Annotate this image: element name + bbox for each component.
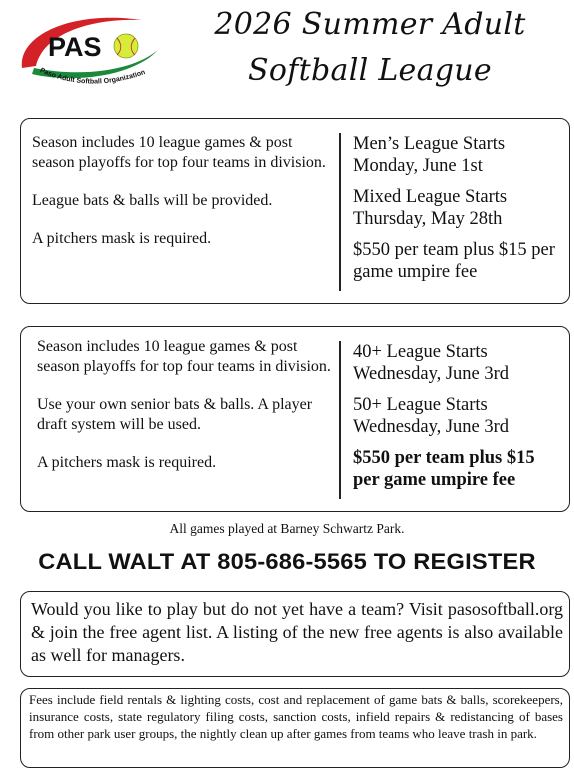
mixed-league-start: Mixed League Starts Thursday, May 28th	[353, 187, 508, 229]
page-title-line1: 2026 Summer Adult	[214, 7, 526, 42]
forty-plus-league-start: 40+ League Starts Wednesday, June 3rd	[353, 342, 510, 384]
mask-note: A pitchers mask is required.	[37, 454, 217, 471]
fifty-plus-league-start: 50+ League Starts Wednesday, June 3rd	[353, 395, 510, 437]
fees-box	[20, 688, 570, 768]
mask-note: A pitchers mask is required.	[32, 230, 212, 247]
register-call-to-action: CALL WALT AT 805-686-5565 TO REGISTER	[38, 549, 536, 574]
fee-note: $550 per team plus $15 per game umpire fee	[353, 240, 555, 282]
divider	[339, 341, 341, 499]
divider	[339, 133, 341, 291]
equipment-note: League bats & balls will be provided.	[32, 192, 273, 209]
season-description: Season includes 10 league games & post season playoffs for top four teams in division.	[32, 134, 326, 171]
equipment-note: Use your own senior bats & balls. A player draft system will be used.	[37, 396, 313, 433]
mens-league-start: Men’s League Starts Monday, June 1st	[353, 134, 506, 176]
park-note: All games played at Barney Schwartz Park.	[169, 521, 405, 536]
free-agent-box	[20, 591, 570, 677]
league-info-box-2	[20, 326, 570, 512]
fees-text: Fees include field rentals & lighting costs, cost and replacement of game bats & balls, scorekeepers, insurance costs, state regulatory filing costs, sanction costs, infield repairs & redistancing of bases from other park user groups, the nightly clean up after games from teams who leave trash in park.	[29, 692, 563, 741]
paso-logo	[14, 6, 164, 96]
page-title-line2: Softball League	[248, 53, 492, 88]
free-agent-text: Would you like to play but do not yet have a team? Visit pasosoftball.org & join the free agent list. A listing of the new free agents is also available as well for managers.	[31, 599, 563, 665]
logo-org-name: Paso Adult Softball Organization	[38, 67, 147, 86]
fee-note: $550 per team plus $15 per game umpire fee	[353, 448, 535, 490]
logo-wordmark: PAS	[48, 32, 102, 62]
season-description: Season includes 10 league games & post season playoffs for top four teams in division.	[37, 338, 331, 375]
league-info-box-1	[20, 118, 570, 304]
